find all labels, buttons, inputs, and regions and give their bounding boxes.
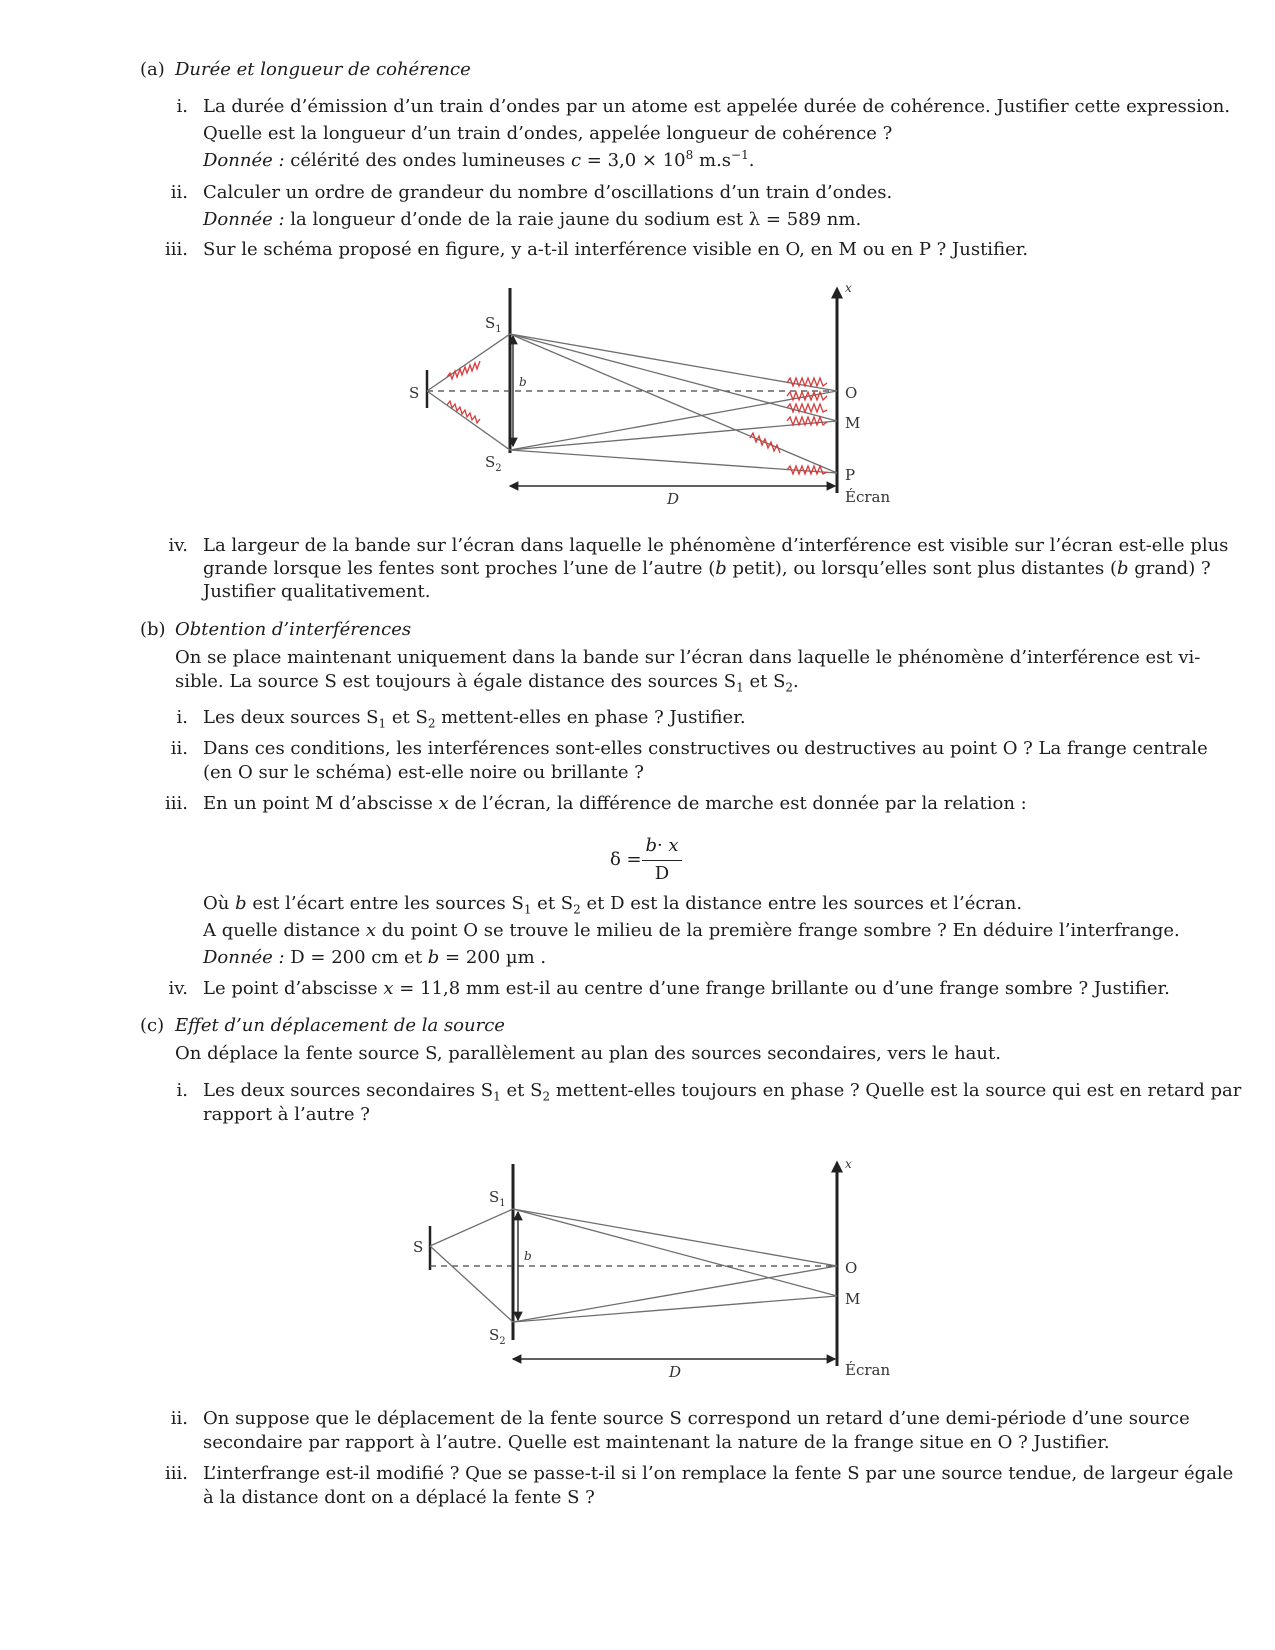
item-a-iii-label: iii. (165, 239, 188, 260)
item-b-iii-line1: En un point M d’abscisse x de l’écran, la différence de marche est donnée par la relation : (203, 793, 1027, 814)
fig1-label-M: M (845, 414, 861, 432)
item-a-iv-line1: La largeur de la bande sur l’écran dans laquelle le phénomène d’interférence est visible sur l’écran est-elle plus (203, 535, 1229, 556)
wave-trains (447, 361, 827, 474)
section-b-label: (b) (140, 619, 166, 640)
formula-lhs: δ = (610, 849, 642, 870)
item-a-iii-line1: Sur le schéma proposé en figure, y a-t-il interférence visible en O, en M ou en P ? Justifier. (203, 239, 1029, 260)
fig1-label-S: S (409, 384, 420, 402)
item-c-ii-label: ii. (170, 1408, 188, 1429)
section-a-label: (a) (140, 59, 165, 80)
item-c-i-label: i. (176, 1080, 188, 1101)
formula-denominator: D (654, 863, 670, 884)
section-b-intro-line1: On se place maintenant uniquement dans la bande sur l’écran dans laquelle le phénomène d’interférence est vi- (175, 647, 1201, 668)
item-b-iii-label: iii. (165, 793, 188, 814)
item-c-ii-line2: secondaire par rapport à l’autre. Quelle est maintenant la nature de la frange situe en O ? Justifier. (203, 1432, 1110, 1453)
data-label: Donnée : (203, 150, 285, 171)
fig2-label-x: x (845, 1157, 852, 1171)
fig1-label-x: x (845, 281, 852, 295)
fig2-label-O: O (845, 1259, 858, 1277)
item-b-ii-line1: Dans ces conditions, les interférences sont-elles constructives ou destructives au point O ? La frange centrale (203, 738, 1208, 759)
figure-2-shifted-source-diagram (395, 1152, 905, 1392)
fig2-label-screen: Écran (845, 1361, 891, 1379)
item-a-iv-line2: grande lorsque les fentes sont proches l’une de l’autre (b petit), ou lorsqu’elles sont plus distantes (b grand) ? (203, 558, 1211, 579)
fig1-label-S2: $S_2$ (485, 453, 502, 474)
item-c-i-line2: rapport à l’autre ? (203, 1104, 370, 1125)
section-c-title: Effet d’un déplacement de la source (175, 1015, 505, 1036)
item-a-ii-label: ii. (170, 182, 188, 203)
item-a-i-data: Donnée : célérité des ondes lumineuses $c = 3,0 \times 10^8$ $m.s^{-1}$. (203, 148, 755, 171)
item-c-ii-line1: On suppose que le déplacement de la fente source S correspond un retard d’une demi-période d’une source (203, 1408, 1190, 1429)
item-c-iii-line2: à la distance dont on a déplacé la fente S ? (203, 1487, 595, 1508)
fig2-label-S1: $S_1$ (489, 1188, 506, 1209)
fig2-label-M: M (845, 1290, 861, 1308)
formula-fraction (642, 834, 682, 886)
fig2-label-S2: $S_2$ (489, 1326, 506, 1347)
section-c-intro: On déplace la fente source S, parallèlement au plan des sources secondaires, vers le haut. (175, 1043, 1001, 1064)
item-c-i-line1: Les deux sources secondaires $S_1$ et $S_2$ mettent-elles toujours en phase ? Quelle est la source qui est en retard par (203, 1080, 1242, 1104)
item-b-iv-label: iv. (168, 978, 188, 999)
item-b-ii-label: ii. (170, 738, 188, 759)
section-c-label: (c) (140, 1015, 165, 1036)
item-c-iii-label: iii. (165, 1463, 188, 1484)
item-b-ii-line2: (en O sur le schéma) est-elle noire ou brillante ? (203, 762, 644, 783)
section-a-title: Durée et longueur de cohérence (175, 59, 471, 80)
item-b-iii-after1: Où b est l’écart entre les sources $S_1$ et $S_2$ et D est la distance entre les sources et l’écran. (203, 893, 1023, 917)
item-a-iv-label: iv. (168, 535, 188, 556)
item-b-i-label: i. (176, 707, 188, 728)
fig1-label-D: D (667, 490, 680, 508)
item-a-i-label: i. (176, 96, 188, 117)
section-b-title: Obtention d’interférences (175, 619, 412, 640)
item-b-iv-text: Le point d’abscisse x = 11,8 mm est-il au centre d’une frange brillante ou d’une frange sombre ? Justifier. (203, 978, 1170, 999)
item-b-iii-after2: A quelle distance x du point O se trouve le milieu de la première frange sombre ? En déduire l’interfrange. (203, 920, 1180, 941)
fig2-label-S: S (413, 1238, 424, 1256)
section-b-intro-line2: sible. La source S est toujours à égale distance des sources $S_1$ et $S_2$. (175, 671, 799, 695)
item-a-iv-line3: Justifier qualitativement. (203, 581, 431, 602)
fig1-label-O: O (845, 384, 858, 402)
item-b-iii-data: Donnée : D = 200 cm et b = 200 µm . (203, 947, 547, 968)
fig2-label-b: b (524, 1249, 532, 1263)
fig1-label-P: P (845, 466, 856, 484)
item-a-ii-line1: Calculer un ordre de grandeur du nombre d’oscillations d’un train d’ondes. (203, 182, 893, 203)
item-b-i-text: Les deux sources $S_1$ et $S_2$ mettent-elles en phase ? Justifier. (203, 707, 746, 731)
fig1-label-screen: Écran (845, 488, 891, 506)
figure-1-interference-diagram (395, 278, 905, 518)
item-a-i-line2: Quelle est la longueur d’un train d’ondes, appelée longueur de cohérence ? (203, 123, 893, 144)
fig2-label-D: D (669, 1363, 682, 1381)
formula-numerator: b· x (645, 835, 679, 856)
fig1-label-b: b (519, 375, 527, 389)
fig1-label-S1: $S_1$ (485, 314, 502, 335)
item-a-ii-data: Donnée : la longueur d’onde de la raie jaune du sodium est λ = 589 nm. (203, 209, 862, 230)
item-c-iii-line1: L’interfrange est-il modifié ? Que se passe-t-il si l’on remplace la fente S par une source tendue, de largeur égale (203, 1463, 1234, 1484)
item-a-i-line1: La durée d’émission d’un train d’ondes par un atome est appelée durée de cohérence. Justifier cette expression. (203, 96, 1231, 117)
